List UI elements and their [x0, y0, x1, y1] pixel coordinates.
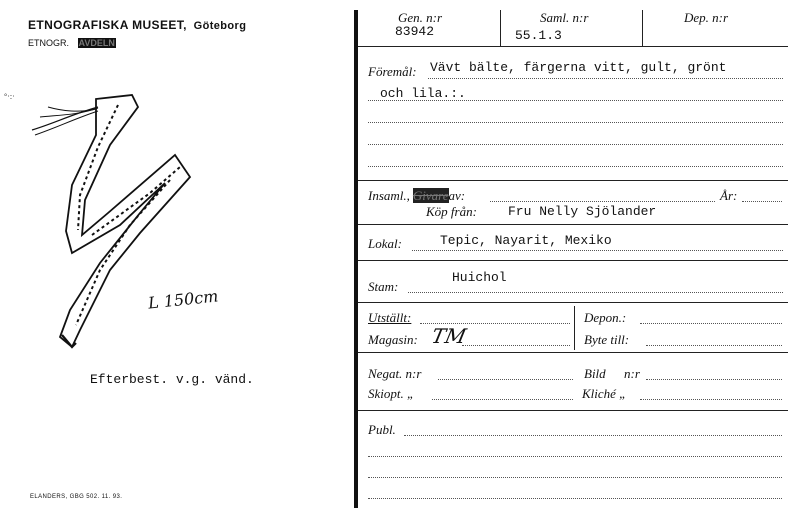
saml-nr-value: 55.1.3 — [515, 28, 562, 43]
kliche-label: Kliché „ — [582, 386, 627, 401]
dep-nr-label: Dep. n:r — [684, 10, 729, 25]
utstallt-sep — [574, 306, 575, 350]
lokal-dots — [412, 250, 783, 251]
row1-bottom — [358, 46, 788, 47]
insaml-struck: Givare — [412, 188, 449, 203]
magasin-value: TM — [429, 324, 469, 348]
row1-sep-2 — [642, 10, 643, 46]
stam-dots — [408, 292, 783, 293]
byte-till-dots — [646, 345, 782, 346]
negat-bottom — [358, 410, 788, 411]
publ-dots — [368, 477, 782, 478]
insaml-label: Insaml., Givareav: — [368, 188, 466, 203]
kop-fran-label: Köp från: — [426, 204, 477, 219]
museum-header — [28, 18, 246, 32]
publ-dots — [368, 456, 782, 457]
gen-nr-label: Gen. n:r — [398, 10, 443, 25]
printer-imprint: ELANDERS, GBG 502. 11. 93. — [30, 494, 123, 500]
depon-label: Depon.: — [584, 310, 627, 325]
insaml-dots — [490, 201, 715, 202]
foremal-dots — [368, 166, 783, 167]
bild-nr-label: n:r — [624, 366, 640, 381]
kliche-dots — [640, 399, 782, 400]
foremal-dots — [368, 100, 783, 101]
depon-dots — [640, 323, 782, 324]
foremal-dots — [428, 78, 783, 79]
department-prefix: ETNOGR. — [28, 38, 70, 48]
magasin-label: Magasin: — [368, 332, 418, 347]
ar-dots — [742, 201, 782, 202]
svg-text:°·:·: °·:· — [4, 92, 15, 101]
lokal-bottom — [358, 260, 788, 261]
insaml-bottom — [358, 224, 788, 225]
card-divider — [354, 10, 358, 508]
foremal-label: Föremål: — [368, 64, 417, 79]
row1-sep-1 — [500, 10, 501, 46]
note-text: Efterbest. v.g. vänd. — [90, 372, 254, 387]
belt-drawing-icon — [0, 85, 230, 355]
publ-label: Publ. — [368, 422, 396, 437]
magasin-dots — [462, 345, 570, 346]
utstallt-label: Utställt: — [368, 310, 412, 325]
skiopt-label: Skiopt. „ — [368, 386, 415, 401]
utstallt-bottom — [358, 352, 788, 353]
negat-label: Negat. n:r — [368, 366, 422, 381]
ar-label: År: — [720, 188, 738, 203]
skiopt-dots — [432, 399, 573, 400]
publ-dots — [368, 498, 782, 499]
lokal-value: Tepic, Nayarit, Mexiko — [440, 233, 612, 248]
department-line — [28, 38, 116, 48]
belt-pattern — [92, 167, 180, 235]
stam-bottom — [358, 302, 788, 303]
foremal-bottom — [358, 180, 788, 181]
kop-fran-value: Fru Nelly Sjölander — [508, 204, 657, 219]
stam-label: Stam: — [368, 279, 399, 294]
museum-name: ETNOGRAFISKA MUSEET, — [28, 18, 187, 32]
museum-city: Göteborg — [193, 20, 247, 32]
department-struck: AVDELN — [78, 38, 115, 48]
stam-value: Huichol — [452, 270, 507, 285]
measurement: L 150cm — [147, 286, 220, 313]
foremal-line2: och lila.:. — [380, 86, 466, 101]
saml-nr-label: Saml. n:r — [540, 10, 589, 25]
bild-dots — [646, 379, 782, 380]
gen-nr-value: 83942 — [395, 24, 435, 39]
negat-dots — [438, 379, 573, 380]
byte-till-label: Byte till: — [584, 332, 630, 347]
publ-dots — [404, 435, 782, 436]
foremal-dots — [368, 144, 783, 145]
foremal-dots — [368, 122, 783, 123]
bild-label: Bild — [584, 366, 606, 381]
lokal-label: Lokal: — [368, 236, 402, 251]
foremal-line1: Vävt bälte, färgerna vitt, gult, grönt — [430, 60, 727, 75]
